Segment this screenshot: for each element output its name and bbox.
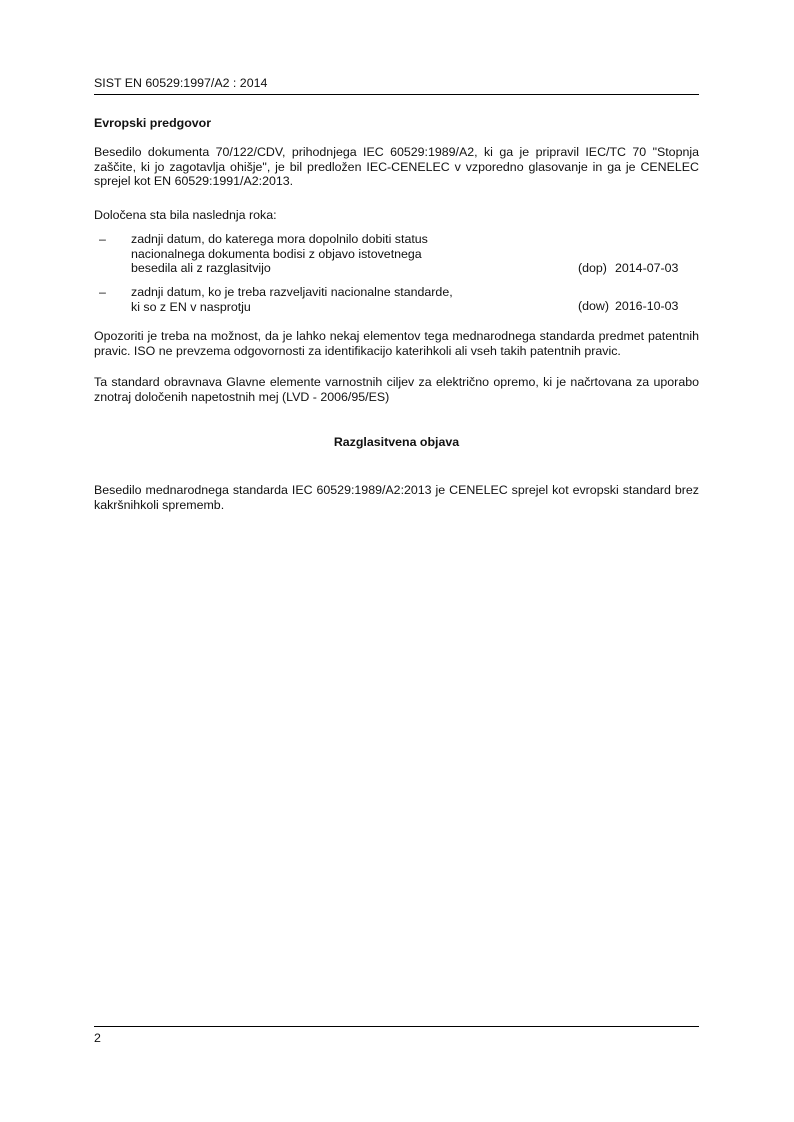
- date-item-text: [131, 285, 491, 314]
- date-item-line: besedila ali z razglasitvijo: [131, 261, 271, 275]
- foreword-paragraph-3: Ta standard obravnava Glavne elemente varnostnih ciljev za električno opremo, ki je načrtovana za uporabo znotraj določenih napetostnih mej (LVD - 2006/95/ES): [94, 375, 699, 404]
- footer-rule: [94, 1026, 699, 1027]
- page-header: [94, 76, 699, 95]
- foreword-title: Evropski predgovor: [94, 116, 212, 130]
- date-value: 2016-10-03: [615, 299, 679, 313]
- list-dash: –: [99, 285, 106, 299]
- dates-intro: Določena sta bila naslednja roka:: [94, 208, 277, 222]
- document-page: [94, 0, 699, 1122]
- date-item-line: ki so z EN v nasprotju: [131, 299, 251, 314]
- foreword-paragraph-1: Besedilo dokumenta 70/122/CDV, prihodnjega IEC 60529:1989/A2, ki ga je pripravil IEC/TC 70 "Stopnja zaščite, ki jo zagotavlja ohišje", je bil predložen IEC-CENELEC v vzporedno glasovanje in ga je CENELEC sprejel kot EN 60529:1991/A2:2013.: [94, 145, 699, 188]
- date-item-dow: [94, 285, 699, 315]
- date-code: (dow): [578, 299, 609, 313]
- date-item-dop: [94, 232, 699, 276]
- date-value: 2014-07-03: [615, 261, 679, 275]
- endorsement-title: Razglasitvena objava: [333, 435, 460, 449]
- list-dash: –: [99, 232, 106, 246]
- date-item-line: nacionalnega dokumenta bodisi z objavo istovetnega: [131, 246, 422, 261]
- endorsement-paragraph: Besedilo mednarodnega standarda IEC 60529:1989/A2:2013 je CENELEC sprejel kot evropski standard brez kakršnihkoli sprememb.: [94, 483, 699, 512]
- document-id: SIST EN 60529:1997/A2 : 2014: [94, 76, 268, 90]
- date-item-line: zadnji datum, ko je treba razveljaviti nacionalne standarde,: [131, 285, 453, 299]
- date-item-line: zadnji datum, do katerega mora dopolnilo dobiti status: [131, 232, 428, 246]
- foreword-paragraph-2: Opozoriti je treba na možnost, da je lahko nekaj elementov tega mednarodnega standarda predmet patentnih pravic. ISO ne prevzema odgovornosti za identifikacijo katerihkoli ali vseh takih patentnih pravic.: [94, 329, 699, 358]
- date-code: (dop): [578, 261, 607, 275]
- page-number: 2: [94, 1031, 101, 1045]
- date-item-text: [131, 232, 491, 276]
